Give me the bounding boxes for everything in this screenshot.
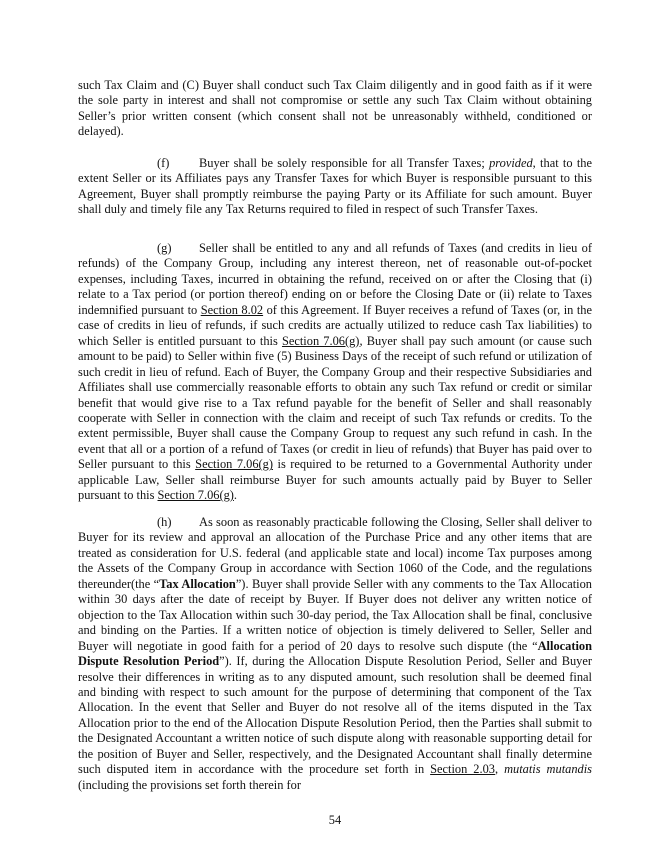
paragraph-h: (h) As soon as reasonably practicable following the Closing, Seller shall deliver to Buyer for its review and approval an allocation of the Purchase Price and any other items that are treated as consideration for U.S. federal (and applicable state and local) income Tax purposes among the Assets of the Company Group in accordance with Section 1060 of the Code, and the regulations thereunder(the “Tax Allocation”). Buyer shall provide Seller with any comments to the Tax Allocation within 30 days after the date of receipt by Buyer. If Buyer does not deliver any written notice of objection to the Tax Allocation within such 30-day period, the Tax Allocation shall be final, conclusive and binding on the Parties. If a written notice of objection is timely delivered to Seller, Seller and Buyer will negotiate in good faith for a period of 20 days to resolve such dispute (the “Allocation Dispute Resolution Period”). If, during the Allocation Dispute Resolution Period, Seller and Buyer resolve their differences in writing as to any disputed amount, such resolution shall be deemed final and binding with respect to such amount for the purpose of determining that component of the Tax Allocation. In the event that Seller and Buyer do not resolve all of the items disputed in the Tax Allocation prior to the end of the Allocation Dispute Resolution Period, then the Parties shall submit to the Designated Accountant a written notice of such dispute along with reasonable supporting detail for the position of Buyer and Seller, respectively, and the Designated Accountant shall finally determine such disputed item in accordance with the procedure set forth in Section 2.03, mutatis mutandis (including the provisions set forth therein for xyxy=(78,515,593,792)
paragraph-label: (f) xyxy=(157,156,170,170)
paragraph-f: (f) Buyer shall be solely responsible for all Transfer Taxes; provided, that to the extent Seller or its Affiliates pays any Transfer Taxes for which Buyer is responsible pursuant to this Agreement, Buyer shall promptly reimburse the paying Party or its Affiliate for such amount. Buyer shall duly and timely file any Tax Returns required to filed in respect of such Transfer Taxes. xyxy=(78,156,592,217)
page-number: 54 xyxy=(328,813,342,827)
section-reference-link[interactable]: Section 2.03 xyxy=(430,762,495,777)
defined-term: Tax Allocation xyxy=(159,576,236,591)
paragraph-label: (g) xyxy=(157,241,172,255)
section-reference-link[interactable]: Section 7.06(g) xyxy=(195,457,273,472)
paragraph-e-continuation xyxy=(78,78,592,140)
paragraph-g: (g) Seller shall be entitled to any and all refunds of Taxes (and credits in lieu of refunds) of the Company Group, including any interest thereon, net of reasonable out-of-pocket expenses, including Taxes, incurred in obtaining the refund, received on or after the Closing that (i) relate to a Tax period (or portion thereof) ending on or before the Closing Date or (ii) relate to Taxes indemnified pursuant to Section 8.02 of this Agreement. If Buyer receives a refund of Taxes (or, in the case of credits in lieu of refunds, if such credits are actually utilized to reduce cash Tax liabilities) to which Seller is entitled pursuant to this Section 7.06(g), Buyer shall pay such amount (or cause such amount to be paid) to Seller within five (5) Business Days of the receipt of such refund or utilization of such credit in lieu of refund. Each of Buyer, the Company Group and their respective Subsidiaries and Affiliates shall use commercially reasonable efforts to obtain any such Tax refund or credit or similar benefit that would give rise to a Tax refund payable for the benefit of Seller and shall reasonably cooperate with Seller in connection with the claim and receipt of such Tax refunds or credits. To the extent permissible, Buyer shall cause the Company Group to request any such refund in cash. In the event that all or a portion of a refund of Taxes (or credit in lieu of refunds) that Buyer has paid over to Seller pursuant to this Section 7.06(g) is required to be returned to a Governmental Authority under applicable Law, Seller shall reimburse Buyer for such amounts actually paid by Buyer to Seller pursuant to this Section 7.06(g). xyxy=(78,241,593,503)
mutatis-mutandis-term: mutatis mutandis xyxy=(504,762,592,777)
paragraph-text: such Tax Claim and (C) Buyer shall conduct such Tax Claim diligently and in good faith as if it were the sole party in interest and shall not compromise or settle any such Tax Claim without obtaining Seller’s prior written consent (which consent shall not be unreasonably withheld, conditioned or delayed). xyxy=(78,78,592,139)
paragraph-label: (h) xyxy=(157,515,172,529)
provided-term: provided xyxy=(489,156,533,170)
section-reference-link[interactable]: Section 8.02 xyxy=(200,302,264,317)
defined-term: Allocation Dispute Resolution Period xyxy=(78,638,592,669)
section-reference-link[interactable]: Section 7.06(g) xyxy=(281,333,360,348)
section-reference-link[interactable]: Section 7.06(g) xyxy=(157,488,234,503)
